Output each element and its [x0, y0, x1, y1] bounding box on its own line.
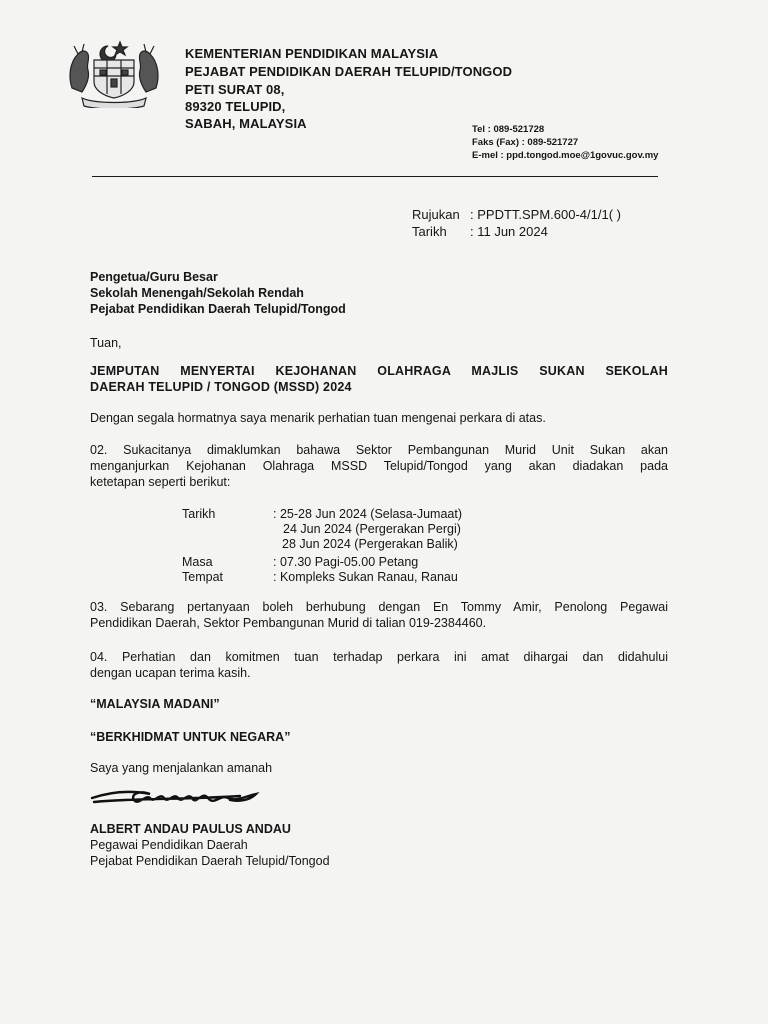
tarikh-label: Tarikh	[412, 224, 447, 239]
schedule-tempat-value: : Kompleks Sukan Ranau, Ranau	[273, 570, 458, 584]
schedule-masa-value: : 07.30 Pagi-05.00 Petang	[273, 555, 419, 569]
postcode-city: 89320 TELUPID,	[185, 99, 286, 114]
ministry-name: KEMENTERIAN PENDIDIKAN MALAYSIA	[185, 46, 439, 61]
schedule-tarikh-value: 24 Jun 2024 (Pergerakan Pergi)	[283, 522, 461, 536]
contact-tel: Tel : 089-521728	[472, 124, 545, 135]
salutation: Tuan,	[90, 336, 122, 350]
slogan-malaysia-madani: “MALAYSIA MADANI”	[90, 697, 220, 711]
contact-fax: Faks (Fax) : 089-521727	[472, 137, 579, 148]
para03-line: Pendidikan Daerah, Sektor Pembangunan Murid di talian 019-2384460.	[90, 616, 487, 630]
para02-line: ketetapan seperti berikut:	[90, 475, 231, 489]
office-name: PEJABAT PENDIDIKAN DAERAH TELUPID/TONGOD	[185, 64, 513, 79]
schedule-masa-label: Masa	[182, 555, 213, 569]
rujukan-value: : PPDTT.SPM.600-4/1/1( )	[470, 207, 621, 222]
subject-line: DAERAH TELUPID / TONGOD (MSSD) 2024	[90, 380, 352, 394]
recipient-line: Pejabat Pendidikan Daerah Telupid/Tongod	[90, 302, 346, 316]
schedule-tarikh-value: 28 Jun 2024 (Pergerakan Balik)	[282, 537, 458, 551]
malaysia-coat-of-arms-icon	[64, 36, 164, 108]
tarikh-value: : 11 Jun 2024	[470, 224, 548, 239]
letterhead-divider	[92, 176, 658, 177]
recipient-line: Sekolah Menengah/Sekolah Rendah	[90, 286, 304, 300]
signer-title: Pegawai Pendidikan Daerah	[90, 838, 248, 852]
schedule-tarikh-value: : 25-28 Jun 2024 (Selasa-Jumaat)	[273, 507, 462, 521]
po-box: PETI SURAT 08,	[185, 82, 285, 97]
slogan-berkhidmat: “BERKHIDMAT UNTUK NEGARA”	[90, 730, 291, 744]
contact-email: E-mel : ppd.tongod.moe@1govuc.gov.my	[472, 150, 659, 161]
para04-line: 04. Perhatian dan komitmen tuan terhadap perkara ini amat dihargai dan didahului	[90, 650, 668, 664]
subject-line: JEMPUTAN MENYERTAI KEJOHANAN OLAHRAGA MAJLIS SUKAN SEKOLAH	[90, 364, 668, 378]
para02-line: menganjurkan Kejohanan Olahraga MSSD Telupid/Tongod yang akan diadakan pada	[90, 459, 668, 473]
schedule-tarikh-label: Tarikh	[182, 507, 216, 521]
state-country: SABAH, MALAYSIA	[185, 116, 307, 131]
signer-name: ALBERT ANDAU PAULUS ANDAU	[90, 822, 291, 836]
amanah-line: Saya yang menjalankan amanah	[90, 761, 273, 775]
recipient-line: Pengetua/Guru Besar	[90, 270, 218, 284]
opening-paragraph: Dengan segala hormatnya saya menarik perhatian tuan mengenai perkara di atas.	[90, 411, 546, 425]
rujukan-label: Rujukan	[412, 207, 460, 222]
schedule-tempat-label: Tempat	[182, 570, 223, 584]
para02-line: 02. Sukacitanya dimaklumkan bahawa Sektor Pembangunan Murid Unit Sukan akan	[90, 443, 668, 457]
para03-line: 03. Sebarang pertanyaan boleh berhubung dengan En Tommy Amir, Penolong Pegawai	[90, 600, 668, 614]
signer-office: Pejabat Pendidikan Daerah Telupid/Tongod	[90, 854, 330, 868]
handwritten-signature-icon	[90, 784, 266, 812]
para04-line: dengan ucapan terima kasih.	[90, 666, 251, 680]
